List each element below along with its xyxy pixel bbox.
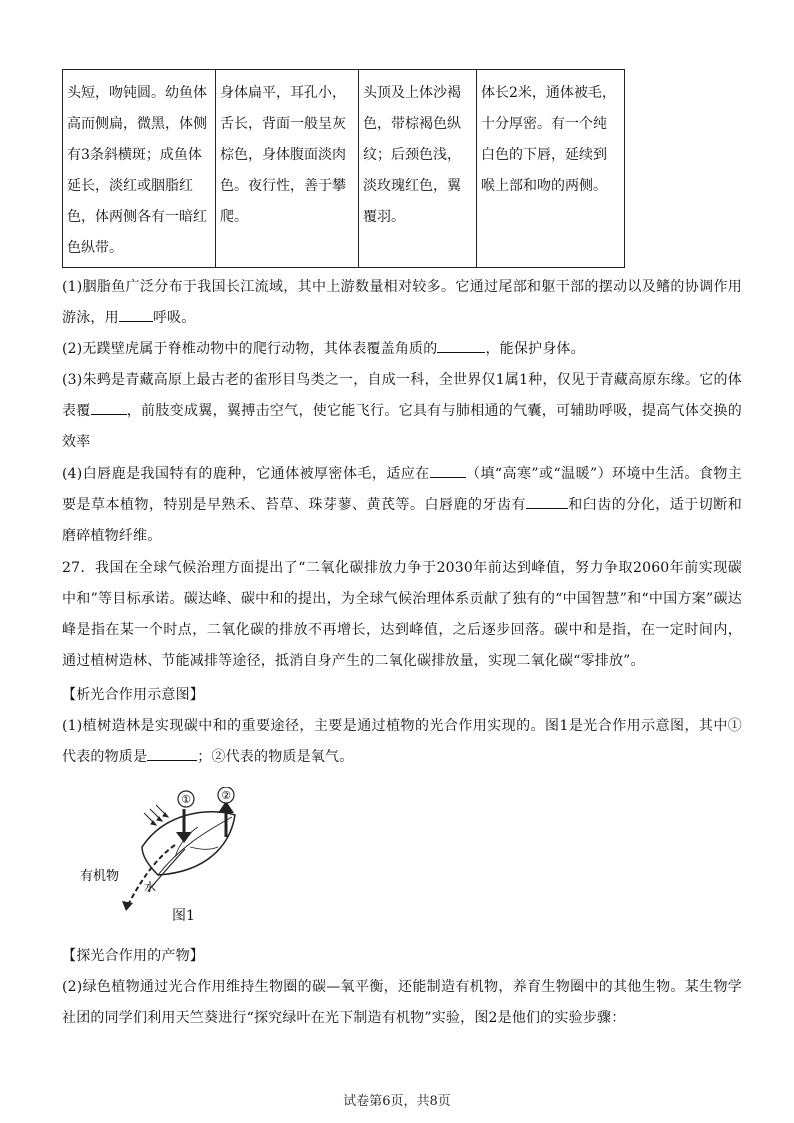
question-26-1: (1)胭脂鱼广泛分布于我国长江流域，其中上游数量相对较多。它通过尾部和躯干部的摆动以及鳍的协调作用游泳，用 呼吸。 xyxy=(62,279,742,326)
photosynthesis-figure xyxy=(80,787,250,927)
question-26-3: (3)朱鹀是青藏高原上最古老的雀形目鸟类之一，自成一科，全世界仅1属1种，仅见于青藏高原东缘。它的体表覆 ，前肢变成翼，翼搏击空气，使它能飞行。它具有与肺相通的气囊，可辅助呼吸，提高气体交换的效率 xyxy=(62,372,742,450)
table-cell-pink-tailed-bunting: 头顶及上体沙褐色，带棕褐色纵纹；后颈色浅，淡玫瑰红色，翼覆羽。 xyxy=(359,70,477,268)
question-27-2: (2)绿色植物通过光合作用维持生物圈的碳—氧平衡，还能制造有机物，养育生物圈中的其他生物。某生物学社团的同学们利用天竺葵进行“探究绿叶在光下制造有机物”实验，图2是他们的实验步骤： xyxy=(62,979,742,1026)
arrow-in-head xyxy=(176,832,192,843)
sunlight-arrows xyxy=(144,805,168,825)
label-1: ① xyxy=(181,793,191,806)
question-26-4: (4)白唇鹿是我国特有的鹿种，它通体被厚密体毛，适应在 （填“高寒”或“温暖”）环境中生活。食物主要是草本植物，特别是早熟禾、苔草、珠芽蓼、黄芪等。白唇鹿的牙齿有 和臼齿的分化，适于切断和磨碎植物纤维。 xyxy=(62,459,742,552)
water-label: 水 xyxy=(144,880,157,894)
page-footer: 试卷第6页，共8页 xyxy=(343,1094,451,1109)
figure-caption: 图1 xyxy=(172,908,195,924)
question-27-intro: 27．我国在全球气候治理方面提出了“二氧化碳排放力争于2030年前达到峰值，努力争取2060年前实现碳中和”等目标承诺。碳达峰、碳中和的提出，为全球气候治理体系贡献了独有的“中国智慧”和“中国方案”碳达峰是指在某一个时点，二氧化碳的排放不再增长，达到峰值，之后逐步回落。碳中和是指，在一定时间内，通过植树造林、节能减排等途径，抵消自身产生的二氧化碳排放量，实现二氧化碳“零排放”。 xyxy=(62,560,742,669)
leaf-vein xyxy=(190,847,218,849)
label-2: ② xyxy=(221,789,231,802)
table-row xyxy=(63,70,625,268)
section-heading-photosynthesis-products: 【探光合作用的产物】 xyxy=(62,948,204,964)
answer-blank[interactable] xyxy=(119,307,153,322)
organic-matter-label: 有机物 xyxy=(80,869,120,884)
table-cell-rouge-fish: 头短，吻钝圆。幼鱼体高而侧扁，微黑，体侧有3条斜横斑；成鱼体延长，淡红或胭脂红色，体两侧各有一暗红色纵带。 xyxy=(63,70,216,268)
table-cell-white-lipped-deer: 体长2米，通体被毛，十分厚密。有一个纯白色的下唇，延续到喉上部和吻的两侧。 xyxy=(477,70,625,268)
answer-blank[interactable] xyxy=(91,400,127,415)
answer-blank[interactable] xyxy=(147,746,197,761)
section-heading-photosynthesis-diagram: 【析光合作用示意图】 xyxy=(62,687,204,703)
table-cell-gecko: 身体扁平，耳孔小，舌长，背面一般呈灰棕色，身体腹面淡肉色。夜行性，善于攀爬。 xyxy=(216,70,359,268)
question-26-2: (2)无蹼壁虎属于脊椎动物中的爬行动物，其体表覆盖角质的 ，能保护身体。 xyxy=(62,334,742,365)
question-27-1: (1)植树造林是实现碳中和的重要途径，主要是通过植物的光合作用实现的。图1是光合作用示意图，其中①代表的物质是 ；②代表的物质是氧气。 xyxy=(62,718,742,765)
animal-description-table xyxy=(62,69,625,268)
answer-blank[interactable] xyxy=(430,463,466,478)
organic-matter-flow xyxy=(128,845,175,905)
answer-blank[interactable] xyxy=(526,494,568,509)
answer-blank[interactable] xyxy=(437,338,485,353)
leaf-diagram xyxy=(80,787,250,927)
leaf-outline xyxy=(142,812,235,875)
